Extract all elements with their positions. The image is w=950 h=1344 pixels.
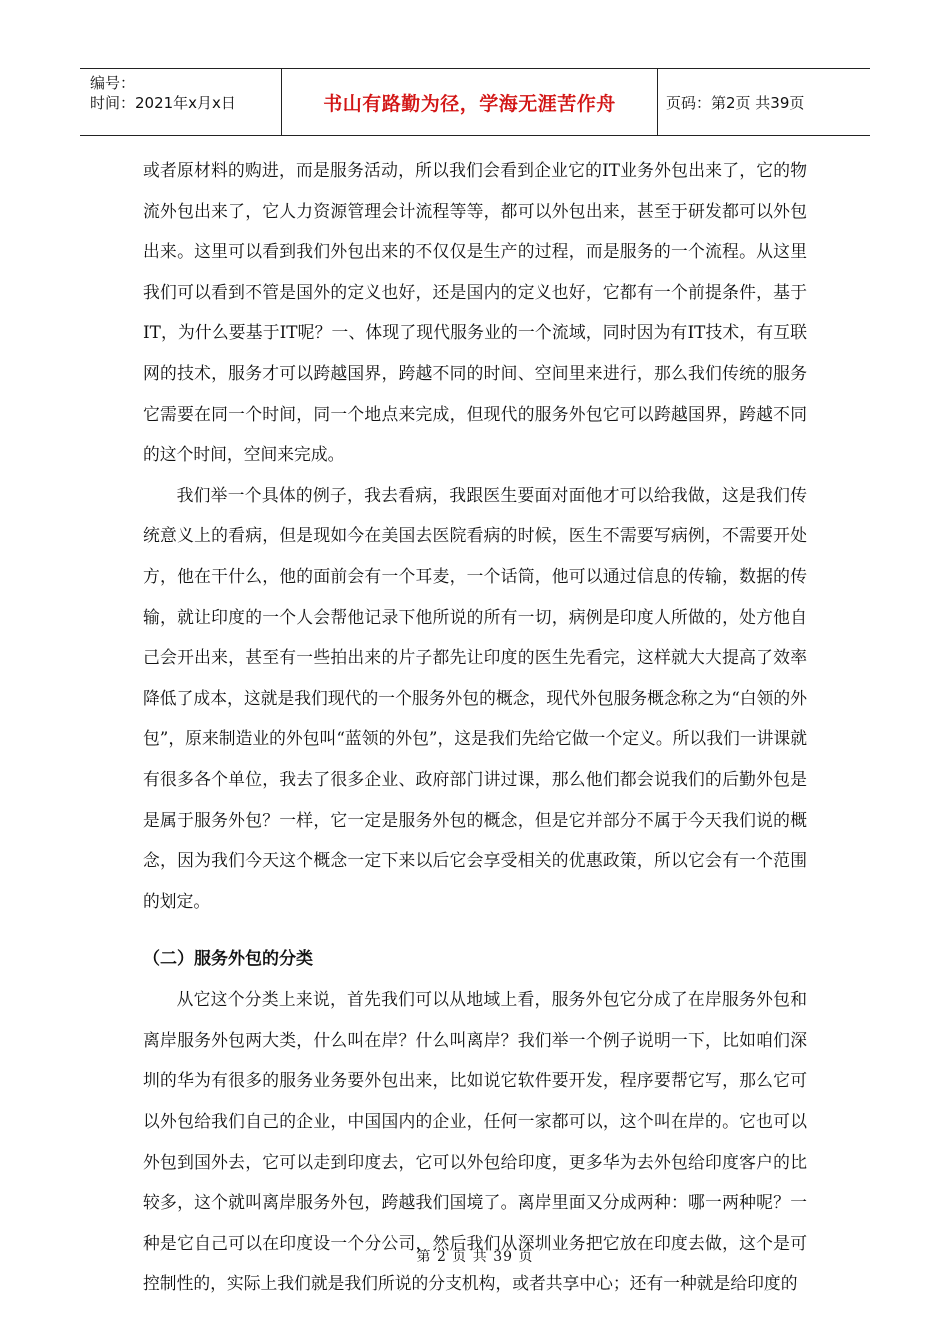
number-label: 编号： xyxy=(90,74,136,92)
body-content xyxy=(143,150,807,1304)
header-table xyxy=(80,68,870,136)
paragraph: 或者原材料的购进，而是服务活动，所以我们会看到企业它的IT业务外包出来了，它的物流外包出来了，它人力资源管理会计流程等等，都可以外包出来，甚至于研发都可以外包出来。这里可以看到我们外包出来的不仅仅是生产的过程，而是服务的一个流程。从这里我们可以看到不管是国外的定义也好，还是国内的定义也好，它都有一个前提条件，基于IT，为什么要基于IT呢？一、体现了现代服务业的一个流域，同时因为有IT技术，有互联网的技术，服务才可以跨越国界，跨越不同的时间、空间里来进行，那么我们传统的服务它需要在同一个时间，同一个地点来完成，但现代的服务外包它可以跨越国界，跨越不同的这个时间，空间来完成。 xyxy=(143,160,807,465)
paragraph: 从它这个分类上来说，首先我们可以从地域上看，服务外包它分成了在岸服务外包和离岸服务外包两大类，什么叫在岸？什么叫离岸？我们举一个例子说明一下，比如咱们深圳的华为有很多的服务业务要外包出来，比如说它软件要开发，程序要帮它写，那么它可以外包给我们自己的企业，中国国内的企业，任何一家都可以，这个叫在岸的。它也可以外包到国外去，它可以走到印度去，它可以外包给印度，更多华为去外包给印度客户的比较多，这个就叫离岸服务外包，跨越我们国境了。离岸里面又分成两种：哪一两种呢？一种是它自己可以在印度设一个分公司，然后我们从深圳业务把它放在印度去做，这个是可控制性的，实际上我们就是我们所说的分支机构，或者共享中心；还有一种就是给印度的 xyxy=(143,989,807,1294)
header-left-cell xyxy=(80,69,282,135)
date-label: 时间：2021年x月x日 xyxy=(90,94,236,112)
section-heading: （二）服务外包的分类 xyxy=(143,949,313,970)
header-motto: 书山有路勤为径，学海无涯苦作舟 xyxy=(282,69,658,135)
header-page-info: 页码：第2页 共39页 xyxy=(666,93,805,112)
paragraph: 我们举一个具体的例子，我去看病，我跟医生要面对面他才可以给我做，这是我们传统意义上的看病，但是现如今在美国去医院看病的时候，医生不需要写病例，不需要开处方，他在干什么，他的面前会有一个耳麦，一个话筒，他可以通过信息的传输，数据的传输，就让印度的一个人会帮他记录下他所说的所有一切，病例是印度人所做的，处方他自己会开出来，甚至有一些拍出来的片子都先让印度的医生先看完，这样就大大提高了效率降低了成本，这就是我们现代的一个服务外包的概念，现代外包服务概念称之为“白领的外包”，原来制造业的外包叫“蓝领的外包”，这是我们先给它做一个定义。所以我们一讲课就有很多各个单位，我去了很多企业、政府部门讲过课，那么他们都会说我们的后勤外包是是属于服务外包？一样，它一定是服务外包的概念，但是它并部分不属于今天我们说的概念，因为我们今天这个概念一定下来以后它会享受相关的优惠政策，所以它会有一个范围的划定。 xyxy=(143,484,807,911)
page-footer: 第 2 页 共 39 页 xyxy=(416,1249,534,1265)
